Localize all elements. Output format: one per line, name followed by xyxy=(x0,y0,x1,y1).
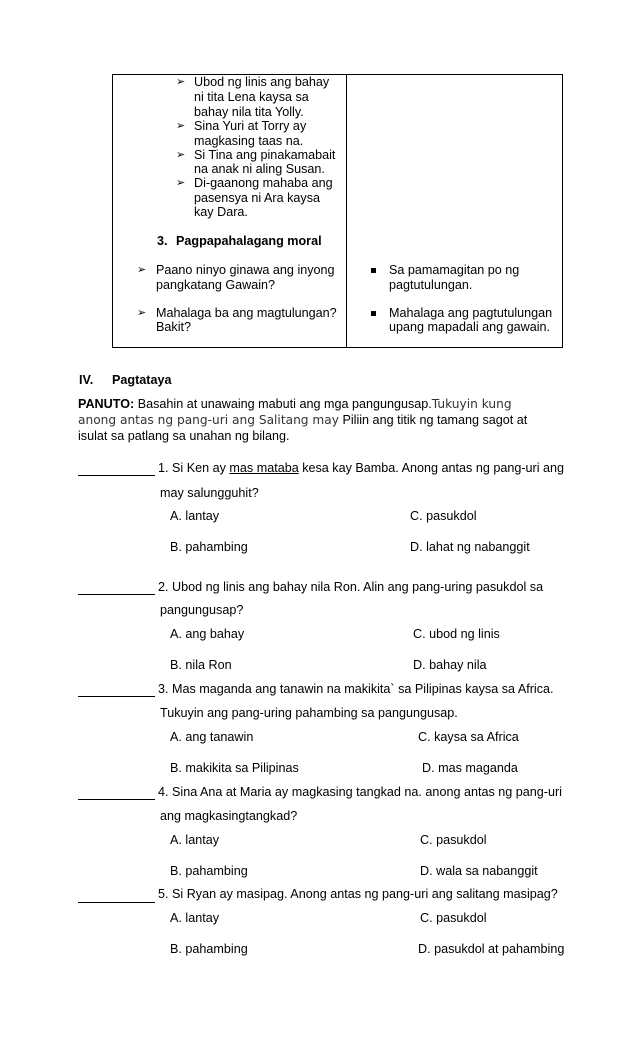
example-line: ni tita Lena kaysa sa xyxy=(194,90,309,104)
panuto-label: PANUTO: xyxy=(78,397,135,411)
example-line: Di-gaanong mahaba ang xyxy=(194,176,333,190)
question-text: 1. Si Ken ay xyxy=(158,461,230,475)
choice-a: A. lantay xyxy=(170,911,220,925)
choice-c: C. kaysa sa Africa xyxy=(418,730,519,744)
choice-a: A. lantay xyxy=(170,509,220,523)
answer-blank[interactable] xyxy=(78,902,155,903)
section-number: IV. xyxy=(79,373,94,387)
choice-b: B. pahambing xyxy=(170,942,248,956)
question-text: 5. Si Ryan ay masipag. Anong antas ng pang-uri ang salitang masipag? xyxy=(158,887,558,901)
square-bullet-icon xyxy=(371,311,376,316)
answer-line: Mahalaga ang pagtutulungan xyxy=(389,306,553,320)
answer-blank[interactable] xyxy=(78,594,155,595)
question-line: Mahalaga ba ang magtulungan? xyxy=(156,306,337,320)
question-text: kesa kay Bamba. Anong antas ng pang-uri ang xyxy=(298,461,565,475)
example-line: magkasing taas na. xyxy=(194,134,304,148)
answer-blank[interactable] xyxy=(78,475,155,476)
example-line: Si Tina ang pinakamabait xyxy=(194,148,336,162)
answer-blank[interactable] xyxy=(78,799,155,800)
square-bullet-icon xyxy=(371,268,376,273)
question-item-1 xyxy=(158,461,564,476)
arrow-bullet-icon: ➢ xyxy=(176,76,186,88)
answer-blank[interactable] xyxy=(78,696,155,697)
choice-d: D. lahat ng nabanggit xyxy=(410,540,530,554)
panuto-line-1 xyxy=(78,397,512,412)
choice-a: A. ang bahay xyxy=(170,627,245,641)
question-line: Bakit? xyxy=(156,320,192,334)
choice-d: D. wala sa nabanggit xyxy=(420,864,538,878)
choice-a: A. lantay xyxy=(170,833,220,847)
answer-line: Sa pamamagitan po ng xyxy=(389,263,520,277)
example-line: Ubod ng linis ang bahay xyxy=(194,75,330,89)
panuto-line-2 xyxy=(78,413,527,428)
panuto-line-3: isulat sa patlang sa unahan ng bilang. xyxy=(78,429,290,443)
choice-c: C. pasukdol xyxy=(420,833,487,847)
example-line: pasensya ni Ara kaysa xyxy=(194,191,321,205)
question-text: 4. Sina Ana at Maria ay magkasing tangkad na. anong antas ng pang-uri xyxy=(158,785,562,799)
question-text: 2. Ubod ng linis ang bahay nila Ron. Alin ang pang-uring pasukdol sa xyxy=(158,580,544,594)
choice-a: A. ang tanawin xyxy=(170,730,254,744)
section-title: Pagtataya xyxy=(112,373,172,387)
choice-b: B. pahambing xyxy=(170,540,248,554)
answer-line: pagtutulungan. xyxy=(389,278,473,292)
choice-b: B. pahambing xyxy=(170,864,248,878)
choice-d: D. bahay nila xyxy=(413,658,487,672)
question-text: Tukuyin ang pang-uring pahambing sa pangungusap. xyxy=(160,706,458,720)
answer-line: upang mapadali ang gawain. xyxy=(389,320,551,334)
arrow-bullet-icon: ➢ xyxy=(176,149,186,161)
arrow-bullet-icon: ➢ xyxy=(137,307,147,319)
section-heading: Pagpapahalagang moral xyxy=(176,234,322,248)
choice-c: C. pasukdol xyxy=(420,911,487,925)
arrow-bullet-icon: ➢ xyxy=(137,264,147,276)
section-number: 3. xyxy=(157,234,168,248)
arrow-bullet-icon: ➢ xyxy=(176,120,186,132)
choice-d: D. mas maganda xyxy=(422,761,518,775)
question-line: pangkatang Gawain? xyxy=(156,278,276,292)
underlined-phrase: mas mataba xyxy=(229,461,299,475)
example-line: kay Dara. xyxy=(194,205,248,219)
example-line: Sina Yuri at Torry ay xyxy=(194,119,307,133)
example-line: bahay nila tita Yolly. xyxy=(194,105,304,119)
choice-c: C. ubod ng linis xyxy=(413,627,500,641)
arrow-bullet-icon: ➢ xyxy=(176,177,186,189)
question-text: pangungusap? xyxy=(160,603,244,617)
question-text: ang magkasingtangkad? xyxy=(160,809,298,823)
choice-c: C. pasukdol xyxy=(410,509,477,523)
panuto-text: Piliin ang titik ng tamang sagot at xyxy=(338,413,528,427)
question-text: 3. Mas maganda ang tanawin na makikita` sa Pilipinas kaysa sa Africa. xyxy=(158,682,554,696)
choice-d: D. pasukdol at pahambing xyxy=(418,942,565,956)
panuto-hint: anong antas ng pang-uri ang Salitang may xyxy=(78,413,339,427)
table-column-divider xyxy=(346,75,347,347)
choice-b: B. makikita sa Pilipinas xyxy=(170,761,299,775)
example-line: na anak ni aling Susan. xyxy=(194,162,325,176)
question-text: may salungguhit? xyxy=(160,486,259,500)
question-line: Paano ninyo ginawa ang inyong xyxy=(156,263,335,277)
panuto-hint: Tukuyin kung xyxy=(431,397,512,411)
choice-b: B. nila Ron xyxy=(170,658,232,672)
panuto-text: Basahin at unawaing mabuti ang mga pangungusap. xyxy=(134,397,432,411)
